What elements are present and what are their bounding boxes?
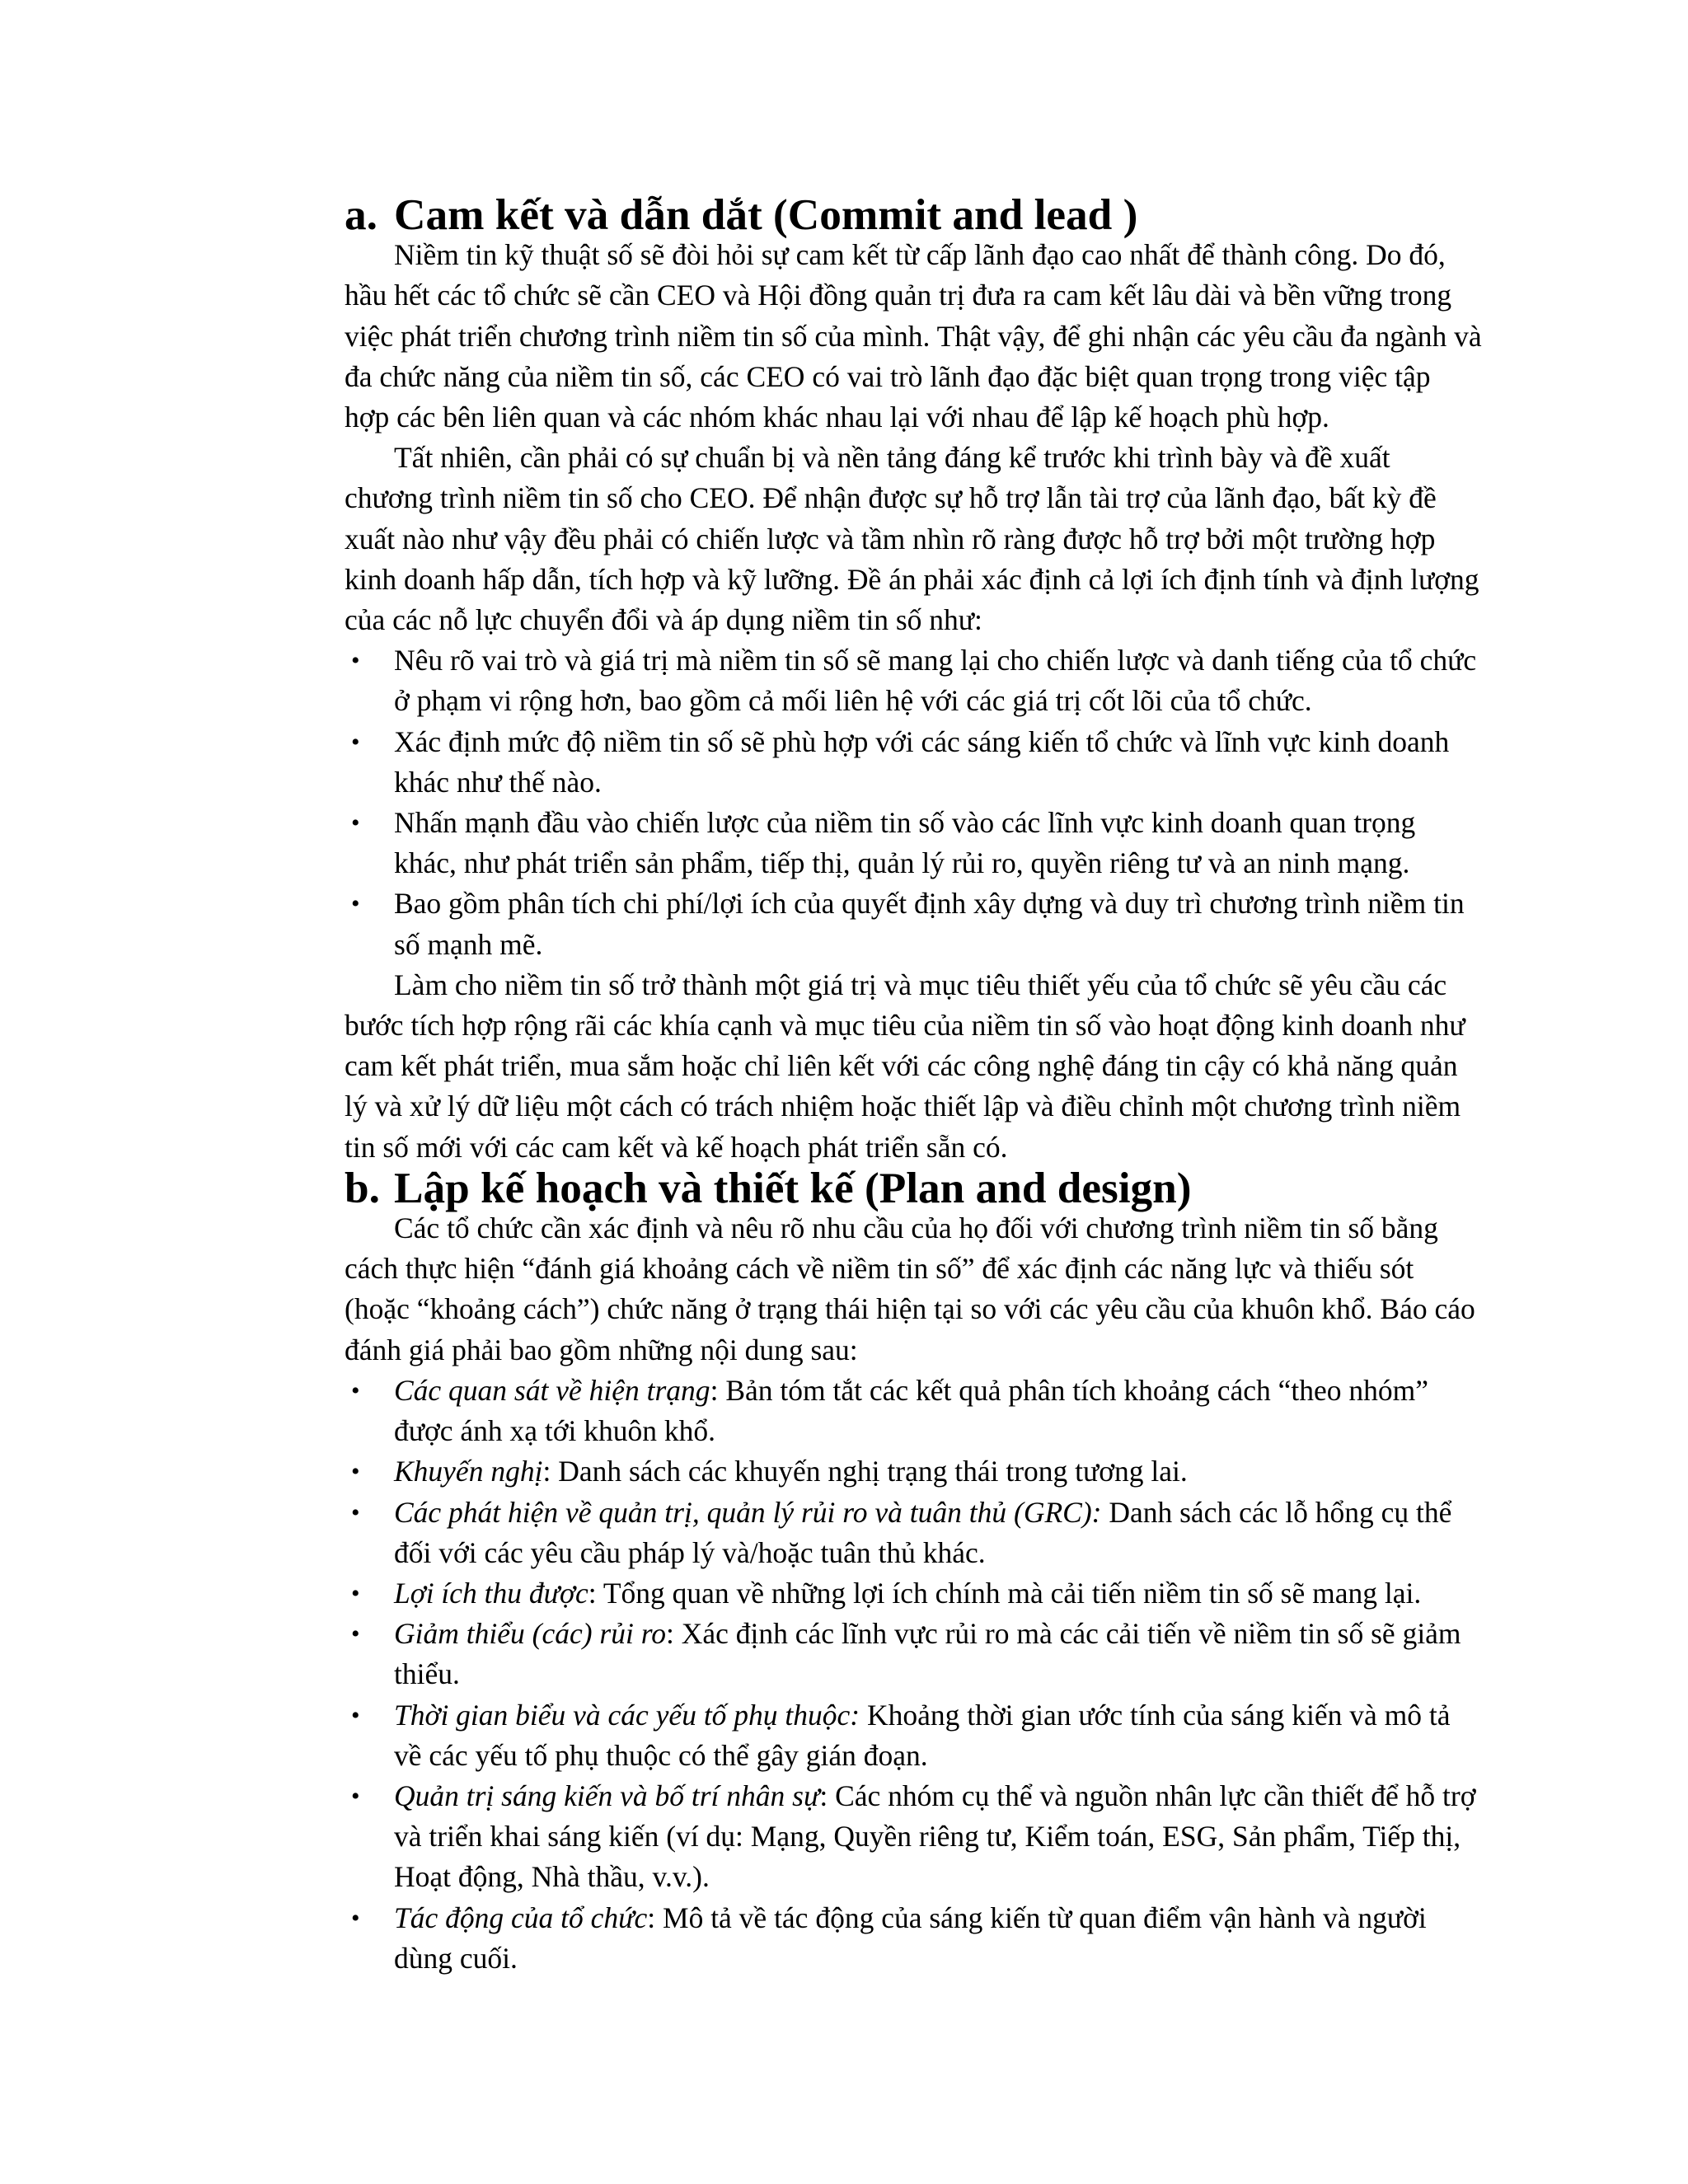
bullet-icon: •	[351, 1701, 360, 1729]
section-a-heading	[345, 190, 1482, 239]
list-item-text: Danh sách các lỗ hổng cụ thể đối với các yêu cầu pháp lý và/hoặc tuân thủ khác.	[394, 1495, 1452, 1569]
list-item	[345, 1614, 1482, 1694]
list-item-term: Các quan sát về hiện trạng	[394, 1373, 710, 1407]
list-item	[345, 1695, 1482, 1776]
list-item-text: Bản tóm tắt các kết quả phân tích khoảng cách “theo nhóm” được ánh xạ tới khuôn khổ.	[394, 1373, 1428, 1448]
list-item	[345, 1898, 1482, 1979]
section-a-letter: a.	[345, 190, 377, 239]
bullet-icon: •	[351, 809, 360, 837]
section-a-bullet-list	[345, 640, 1482, 965]
list-item-term: Các phát hiện về quản trị, quản lý rủi ro và tuân thủ (GRC):	[394, 1495, 1102, 1529]
list-item-text: Nhấn mạnh đầu vào chiến lược của niềm tin số vào các lĩnh vực kinh doanh quan trọng khác, như phát triển sản phẩm, tiếp thị, quản lý rủi ro, quyền riêng tư và an ninh mạng.	[394, 806, 1416, 880]
list-item	[345, 803, 1482, 883]
list-item	[345, 1371, 1482, 1451]
section-b-bullet-list	[345, 1371, 1482, 1979]
section-a-paragraph-3: Làm cho niềm tin số trở thành một giá trị và mục tiêu thiết yếu của tổ chức sẽ yêu cầu các bước tích hợp rộng rãi các khía cạnh và mục tiêu của niềm tin số vào hoạt động kinh doanh như cam kết phát triển, mua sắm hoặc chỉ liên kết với các công nghệ đáng tin cậy có khả năng quản lý và xử lý dữ liệu một cách có trách nhiệm hoặc thiết lập và điều chỉnh một chương trình niềm tin số mới với các cam kết và kế hoạch phát triển sẵn có.	[345, 968, 1465, 1164]
list-item	[345, 1451, 1482, 1492]
list-item-term: Giảm thiểu (các) rủi ro	[394, 1617, 666, 1651]
section-b-title: Lập kế hoạch và thiết kế (Plan and design)	[394, 1163, 1192, 1212]
list-item-text: Xác định mức độ niềm tin số sẽ phù hợp với các sáng kiến tổ chức và lĩnh vực kinh doanh khác như thế nào.	[394, 724, 1450, 799]
list-item	[345, 640, 1482, 721]
list-item	[345, 1493, 1482, 1573]
list-item-text: Mô tả về tác động của sáng kiến từ quan điểm vận hành và người dùng cuối.	[394, 1900, 1427, 1975]
document-page	[345, 190, 1482, 1979]
bullet-icon: •	[351, 1904, 360, 1932]
list-item-separator: :	[588, 1576, 603, 1610]
list-item	[345, 1776, 1482, 1898]
list-item-text: Các nhóm cụ thể và nguồn nhân lực cần thiết để hỗ trợ và triển khai sáng kiến (ví dụ: Mạng, Quyền riêng tư, Kiểm toán, ESG, Sản phẩm, Tiếp thị, Hoạt động, Nhà thầu, v.v.).	[394, 1779, 1476, 1894]
list-item-text: Khoảng thời gian ước tính của sáng kiến và mô tả về các yếu tố phụ thuộc có thể gây gián đoạn.	[394, 1698, 1451, 1772]
list-item-term: Lợi ích thu được	[394, 1576, 588, 1610]
list-item-text: Tổng quan về những lợi ích chính mà cải tiến niềm tin số sẽ mang lại.	[603, 1576, 1422, 1610]
list-item	[345, 1573, 1482, 1614]
list-item-text: Bao gồm phân tích chi phí/lợi ích của quyết định xây dựng và duy trì chương trình niềm tin số mạnh mẽ.	[394, 887, 1465, 961]
bullet-icon: •	[351, 647, 360, 675]
list-item-separator: :	[665, 1617, 682, 1651]
bullet-icon: •	[351, 1458, 360, 1486]
section-b-heading	[345, 1163, 1482, 1212]
bullet-icon: •	[351, 890, 360, 918]
list-item-text: Xác định các lĩnh vực rủi ro mà các cải tiến về niềm tin số sẽ giảm thiểu.	[394, 1617, 1461, 1691]
list-item-separator: :	[710, 1373, 726, 1407]
list-item-term: Quản trị sáng kiến và bố trí nhân sự	[394, 1779, 820, 1812]
list-item-separator	[1101, 1496, 1109, 1529]
list-item-separator: :	[819, 1779, 836, 1812]
section-b-paragraph-1: Các tổ chức cần xác định và nêu rõ nhu cầu của họ đối với chương trình niềm tin số bằng cách thực hiện “đánh giá khoảng cách về niềm tin số” để xác định các năng lực và thiếu sót (hoặc “khoảng cách”) chức năng ở trạng thái hiện tại so với các yêu cầu của khuôn khổ. Báo cáo đánh giá phải bao gồm những nội dung sau:	[345, 1212, 1475, 1366]
section-b-letter: b.	[345, 1163, 380, 1212]
bullet-icon: •	[351, 728, 360, 756]
list-item-term: Khuyến nghị	[394, 1455, 543, 1488]
list-item-separator	[860, 1699, 867, 1732]
list-item-separator: :	[647, 1900, 663, 1934]
list-item-text: Danh sách các khuyến nghị trạng thái trong tương lai.	[558, 1455, 1188, 1488]
list-item-term: Tác động của tổ chức	[394, 1900, 648, 1934]
list-item-term: Thời gian biểu và các yếu tố phụ thuộc:	[394, 1698, 860, 1732]
list-item-text: Nêu rõ vai trò và giá trị mà niềm tin số sẽ mang lại cho chiến lược và danh tiếng của tổ chức ở phạm vi rộng hơn, bao gồm cả mối liên hệ với các giá trị cốt lõi của tổ chức.	[394, 644, 1477, 718]
bullet-icon: •	[351, 1579, 360, 1607]
section-a-title: Cam kết và dẫn dắt (Commit and lead )	[394, 190, 1138, 239]
section-a-paragraph-2: Tất nhiên, cần phải có sự chuẩn bị và nền tảng đáng kể trước khi trình bày và đề xuất chương trình niềm tin số cho CEO. Để nhận được sự hỗ trợ lẫn tài trợ của lãnh đạo, bất kỳ đề xuất nào như vậy đều phải có chiến lược và tầm nhìn rõ ràng được hỗ trợ bởi một trường hợp kinh doanh hấp dẫn, tích hợp và kỹ lưỡng. Đề án phải xác định cả lợi ích định tính và định lượng của các nỗ lực chuyển đổi và áp dụng niềm tin số như:	[345, 441, 1479, 637]
bullet-icon: •	[351, 1376, 360, 1404]
list-item-separator: :	[542, 1455, 559, 1488]
section-a-paragraph-1: Niềm tin kỹ thuật số sẽ đòi hỏi sự cam kết từ cấp lãnh đạo cao nhất để thành công. Do đó, hầu hết các tổ chức sẽ cần CEO và Hội đồng quản trị đưa ra cam kết lâu dài và bền vững trong việc phát triển chương trình niềm tin số của mình. Thật vậy, để ghi nhận các yêu cầu đa ngành và đa chức năng của niềm tin số, các CEO có vai trò lãnh đạo đặc biệt quan trọng trong việc tập hợp các bên liên quan và các nhóm khác nhau lại với nhau để lập kế hoạch phù hợp.	[345, 238, 1482, 434]
list-item	[345, 883, 1482, 964]
list-item	[345, 722, 1482, 803]
bullet-icon: •	[351, 1782, 360, 1810]
bullet-icon: •	[351, 1620, 360, 1648]
bullet-icon: •	[351, 1498, 360, 1526]
